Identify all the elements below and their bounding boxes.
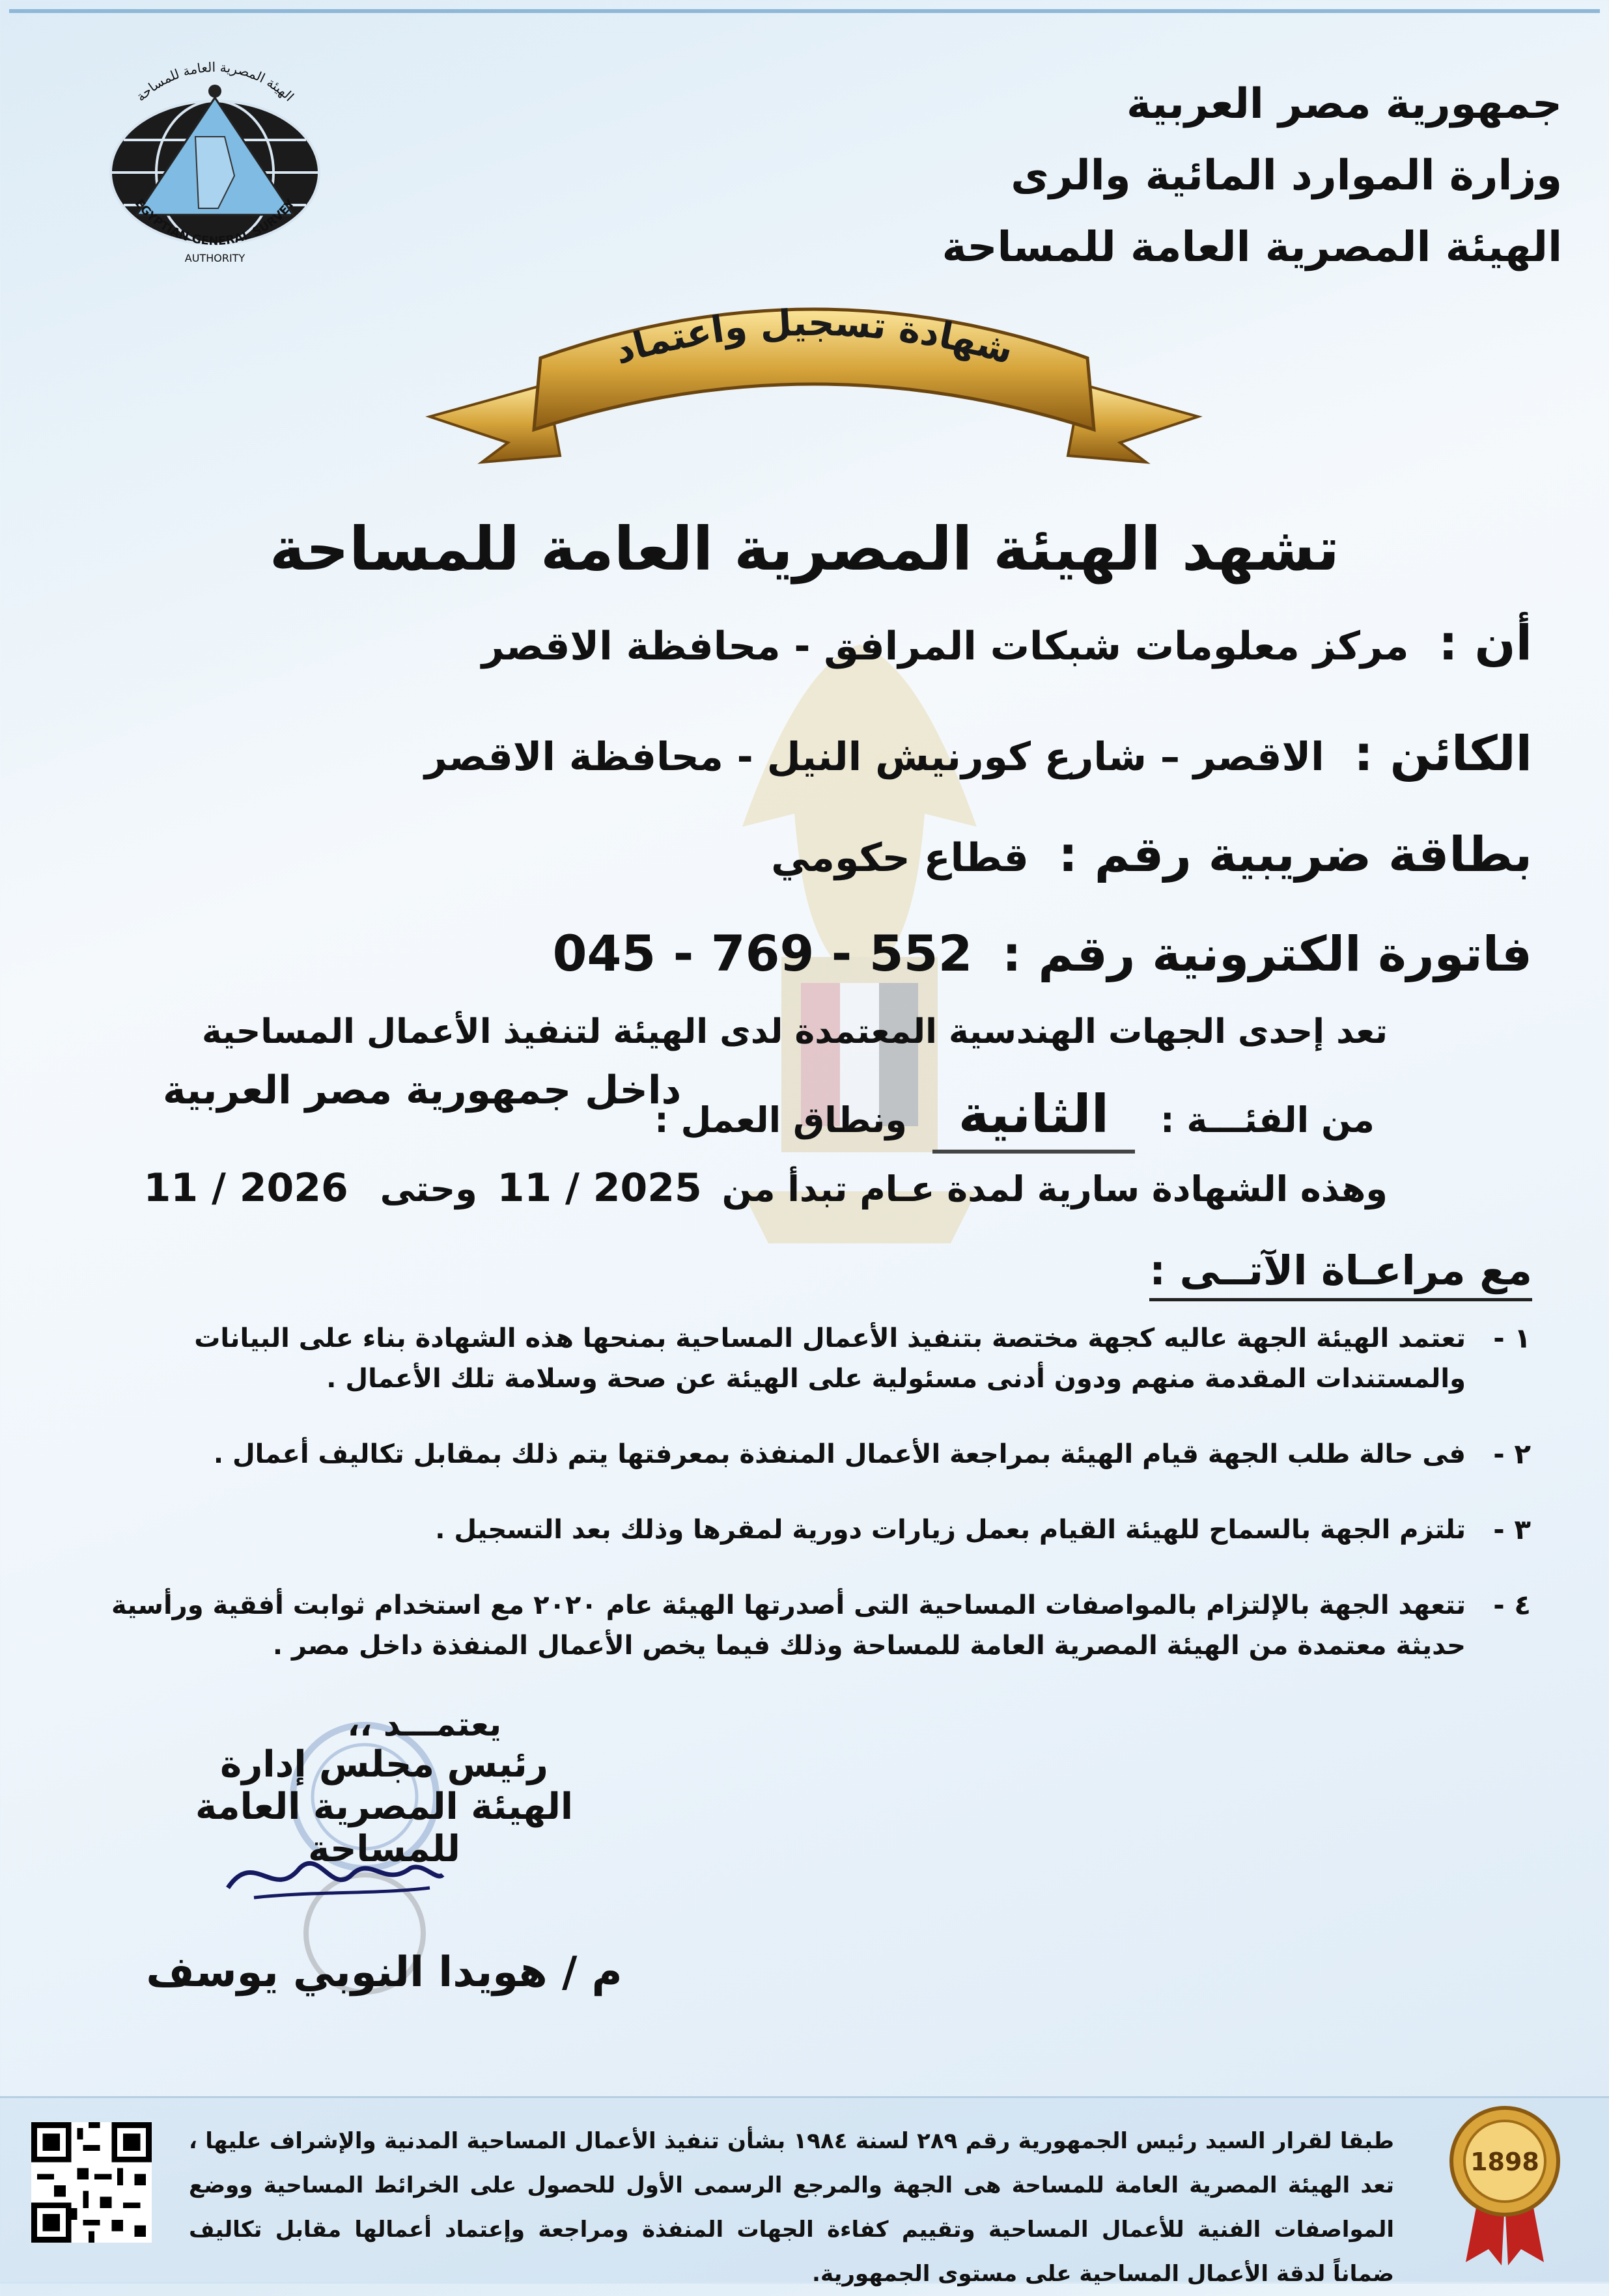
authority-logo-icon <box>85 52 345 267</box>
medal-year: 1898 <box>1470 2148 1539 2176</box>
tax-row <box>771 827 1532 883</box>
term-item: ٣ - تلتزم الجهة بالسماح للهيئة القيام بعمل زيارات دورية لمقرها وذلك بعد التسجيل . <box>435 1514 1531 1545</box>
validity-end: 11 / 2026 <box>143 1165 348 1211</box>
category-row <box>654 1084 1375 1154</box>
address-row <box>425 726 1532 782</box>
header-authority: الهيئة المصرية العامة للمساحة <box>942 223 1562 271</box>
logo-english-text-2: AUTHORITY <box>184 252 245 264</box>
footer-text: طبقا لقرار السيد رئيس الجمهورية رقم ٢٨٩ لسنة ١٩٨٤ بشأن تنفيذ الأعمال المساحية المدنية والإشراف عليها ، تعد الهيئة المصرية العامة للمساحة هى الجهة والمرجع الرسمى الأول للحصول على الخرائط المساحية ووضع المواصفات الفنية للأعمال المساحية وتقييم كفاءة الجهات المنفذة ومراجعة وإعتماد أعمالها مقابل تكاليف ضماناً لدقة الأعمال المساحية على مستوى الجمهورية. <box>189 2128 1394 2287</box>
ribbon-title: شهادة تسجيل واعتماد <box>609 301 1018 373</box>
entity-label: أن : <box>1438 615 1532 671</box>
scope-value: داخل جمهورية مصر العربية <box>163 1068 682 1113</box>
address-label: الكائن : <box>1354 726 1532 782</box>
terms-list <box>46 1318 1531 1701</box>
ribbon-banner <box>410 247 1218 495</box>
approve-label: يعتمـــد ،، <box>347 1706 501 1743</box>
signatory-name: م / هويدا النوبي يوسف <box>146 1948 623 1997</box>
signatory-title-1: رئيس مجلس إدارة <box>220 1743 548 1786</box>
validity-until: وحتى <box>380 1169 477 1210</box>
header-ministry: وزارة الموارد المائية والرى <box>1011 152 1562 200</box>
tax-value: قطاع حكومي <box>771 835 1029 881</box>
signatory-title-2: الهيئة المصرية العامة للمساحة <box>195 1786 574 1870</box>
certificate-headline: تشهد الهيئة المصرية العامة للمساحة <box>269 514 1340 584</box>
validity-start: 11 / 2025 <box>497 1165 702 1211</box>
logo-arabic-text: الهيئة المصرية العامة للمساحة <box>132 59 298 105</box>
category-label: من الفئـــة : <box>1160 1100 1375 1141</box>
validity-text: وهذه الشهادة سارية لمدة عـام تبدأ من <box>721 1169 1388 1210</box>
term-item: ١ - تعتمد الهيئة الجهة عاليه كجهة مختصة بتنفيذ الأعمال المساحية بمنحها هذه الشهادة بناء على البيانات والمستندات المقدمة منهم ودون أدنى مسئولية على الهيئة عن صحة وسلامة تلك الأعمال . <box>194 1322 1531 1394</box>
address-value: الاقصر – شارع كورنيش النيل - محافظة الاقصر <box>425 734 1324 780</box>
invoice-row <box>553 924 1532 982</box>
tax-label: بطاقة ضريبية رقم : <box>1058 827 1532 883</box>
note-heading: مع مراعـاة الآتــى : <box>1149 1247 1532 1294</box>
logo-english-text: EGYPTIAN GENERAL SURVEY <box>132 197 298 249</box>
entity-row <box>482 615 1532 671</box>
top-border <box>9 9 1600 20</box>
qr-code-icon[interactable] <box>31 2122 152 2243</box>
invoice-label: فاتورة الكترونية رقم : <box>1002 926 1532 982</box>
entity-value: مركز معلومات شبكات المرافق - محافظة الاقصر <box>481 624 1409 669</box>
handwritten-signature-icon <box>215 1842 449 1907</box>
medal-1898-icon <box>1440 2103 1570 2265</box>
scope-label: ونطاق العمل : <box>654 1100 907 1141</box>
validity-row <box>144 1165 1388 1211</box>
term-item: ٢ - فى حالة طلب الجهة قيام الهيئة بمراجعة الأعمال المنفذة بمعرفتها يتم ذلك بمقابل تكاليف أعمال . <box>213 1438 1531 1470</box>
accreditation-paragraph: تعد إحدى الجهات الهندسية المعتمدة لدى الهيئة لتنفيذ الأعمال المساحية <box>201 1012 1388 1051</box>
invoice-value: 045 - 769 - 552 <box>552 924 973 982</box>
header-country: جمهورية مصر العربية <box>1126 80 1562 128</box>
category-grade: الثانية <box>932 1084 1135 1154</box>
term-item: ٤ - تتعهد الجهة بالإلتزام بالمواصفات المساحية التى أصدرتها الهيئة عام ٢٠٢٠ مع استخدام ثوابت أفقية ورأسية حديثة معتمدة من الهيئة المصرية العامة للمساحة وذلك فيما يخص الأعمال المنفذة داخل مصر . <box>111 1589 1531 1661</box>
